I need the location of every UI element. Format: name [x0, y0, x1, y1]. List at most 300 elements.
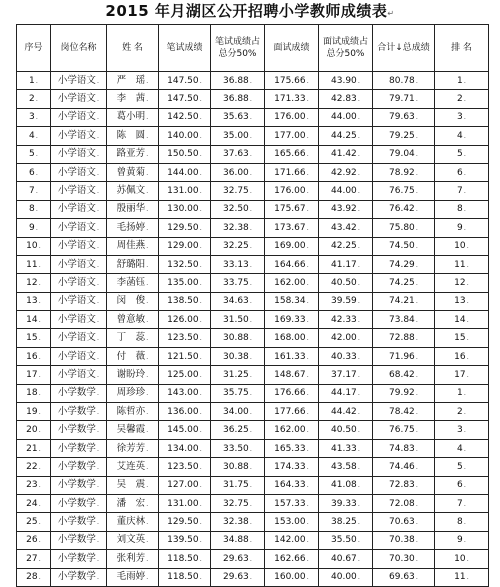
cell-value: 小学数学: [57, 571, 96, 583]
cell-value: 74.29: [389, 259, 415, 270]
cell-value: 10: [26, 241, 38, 252]
cell-position: [51, 494, 107, 512]
cell-total: [373, 513, 435, 531]
cell-mark: .: [306, 536, 309, 545]
cell-mark: .: [38, 242, 41, 251]
cell-interview: [265, 163, 319, 181]
cell-mark: .: [466, 573, 469, 582]
cell-mark: .: [357, 76, 360, 85]
cell-mark: .: [146, 95, 149, 104]
cell-interview: [265, 72, 319, 90]
cell-mark: .: [306, 518, 309, 527]
cell-value: 10: [454, 553, 466, 564]
cell-interview: [265, 550, 319, 568]
cell-mark: .: [249, 554, 252, 563]
cell-value: 44.42: [331, 406, 357, 417]
cell-value: 164.66: [274, 259, 306, 270]
table-row: [17, 476, 489, 494]
cell-seq: [17, 292, 51, 310]
cell-value: 8: [457, 204, 463, 215]
cell-mark: .: [146, 205, 149, 214]
cell-value: 32.50: [223, 204, 249, 215]
cell-total: [373, 329, 435, 347]
cell-value: 小学数学: [57, 552, 96, 564]
cell-written: [159, 384, 211, 402]
cell-value: 小学数学: [57, 497, 96, 509]
cell-mark: .: [249, 352, 252, 361]
cell-mark: .: [249, 76, 252, 85]
cell-mark: .: [306, 554, 309, 563]
cell-position: [51, 347, 107, 365]
cell-total: [373, 90, 435, 108]
cell-mark: .: [463, 481, 466, 490]
cell-value: 43.92: [331, 204, 357, 215]
cell-written: [159, 476, 211, 494]
cell-name: [107, 384, 159, 402]
cell-mark: .: [357, 150, 360, 159]
cell-mark: .: [415, 426, 418, 435]
cell-mark: .: [199, 76, 202, 85]
cell-value: 3: [457, 112, 463, 123]
cell-mark: .: [146, 297, 149, 306]
cell-written-pct: [211, 476, 265, 494]
cell-value: 33.75: [223, 277, 249, 288]
cell-mark: .: [415, 481, 418, 490]
cell-interview-pct: [319, 550, 373, 568]
cell-mark: .: [146, 573, 149, 582]
cell-value: 葛小明: [116, 111, 146, 123]
cell-mark: .: [249, 131, 252, 140]
cell-written-pct: [211, 311, 265, 329]
cell-mark: .: [306, 370, 309, 379]
cell-value: 苏佩文: [116, 185, 146, 197]
cell-written-pct: [211, 108, 265, 126]
cell-value: 吴 震: [116, 479, 146, 491]
cell-mark: .: [415, 389, 418, 398]
cell-mark: .: [415, 518, 418, 527]
cell-value: 41.17: [331, 259, 357, 270]
cell-value: 33.13: [223, 259, 249, 270]
cell-interview: [265, 476, 319, 494]
table-row: [17, 90, 489, 108]
cell-value: 14: [26, 314, 38, 325]
cell-value: 36.00: [223, 167, 249, 178]
cell-rank: [435, 292, 489, 310]
cell-mark: .: [199, 242, 202, 251]
cell-interview: [265, 219, 319, 237]
cell-value: 123.50: [167, 333, 199, 344]
cell-mark: .: [146, 278, 149, 287]
score-table: [16, 24, 489, 587]
header-interview-pct: 面试成绩占总分50%: [319, 25, 373, 72]
cell-mark: .: [249, 223, 252, 232]
cell-seq: [17, 329, 51, 347]
cell-mark: .: [35, 205, 38, 214]
cell-mark: .: [38, 334, 41, 343]
cell-value: 7: [29, 186, 35, 197]
cell-seq: [17, 127, 51, 145]
cell-value: 129.50: [167, 222, 199, 233]
cell-mark: .: [38, 407, 41, 416]
cell-seq: [17, 458, 51, 476]
cell-value: 35.75: [223, 388, 249, 399]
cell-value: 44.00: [331, 186, 357, 197]
cell-mark: .: [38, 352, 41, 361]
cell-written-pct: [211, 329, 265, 347]
cell-value: 小学语文: [57, 276, 96, 288]
cell-mark: .: [357, 131, 360, 140]
cell-interview-pct: [319, 421, 373, 439]
cell-seq: [17, 531, 51, 549]
cell-mark: .: [463, 113, 466, 122]
table-body: [17, 72, 489, 587]
cell-value: 69.63: [389, 572, 415, 583]
cell-interview-pct: [319, 531, 373, 549]
cell-value: 小学数学: [57, 442, 96, 454]
cell-position: [51, 127, 107, 145]
cell-mark: .: [306, 131, 309, 140]
table-row: [17, 237, 489, 255]
cell-written: [159, 108, 211, 126]
cell-mark: .: [249, 278, 252, 287]
cell-value: 32.38: [223, 517, 249, 528]
cell-value: 16: [26, 351, 38, 362]
cell-value: 刘文英: [116, 534, 146, 546]
cell-value: 谢盼玲: [116, 368, 146, 380]
cell-value: 171.33: [274, 94, 306, 105]
cell-mark: .: [415, 187, 418, 196]
cell-mark: .: [249, 499, 252, 508]
cell-position: [51, 568, 107, 586]
cell-value: 6: [457, 167, 463, 178]
cell-mark: .: [415, 554, 418, 563]
cell-total: [373, 72, 435, 90]
cell-value: 周珍珍: [116, 387, 146, 399]
cell-mark: .: [415, 168, 418, 177]
cell-mark: .: [146, 554, 149, 563]
cell-mark: .: [357, 536, 360, 545]
cell-mark: .: [38, 481, 41, 490]
cell-mark: .: [199, 223, 202, 232]
document-title: [0, 2, 500, 23]
cell-mark: .: [199, 150, 202, 159]
cell-value: 8: [29, 204, 35, 215]
cell-mark: .: [38, 518, 41, 527]
cell-position: [51, 182, 107, 200]
cell-position: [51, 329, 107, 347]
table-row: [17, 421, 489, 439]
cell-value: 164.33: [274, 480, 306, 491]
cell-interview: [265, 458, 319, 476]
cell-name: [107, 274, 159, 292]
cell-name: [107, 145, 159, 163]
cell-value: 127.00: [167, 480, 199, 491]
cell-mark: .: [146, 187, 149, 196]
cell-interview-pct: [319, 237, 373, 255]
cell-value: 闵 俊: [116, 295, 146, 307]
cell-rank: [435, 347, 489, 365]
cell-mark: .: [306, 444, 309, 453]
cell-mark: .: [463, 426, 466, 435]
cell-value: 29.63: [223, 572, 249, 583]
cell-value: 157.33: [274, 498, 306, 509]
cell-mark: .: [146, 334, 149, 343]
cell-value: 吴馨霞: [116, 424, 146, 436]
cell-value: 160.00: [274, 572, 306, 583]
cell-value: 174.33: [274, 461, 306, 472]
cell-value: 134.00: [167, 443, 199, 454]
cell-mark: .: [249, 370, 252, 379]
cell-mark: .: [146, 150, 149, 159]
cell-value: 曾黄菊: [116, 166, 146, 178]
cell-value: 42.83: [331, 94, 357, 105]
table-header-row: [17, 25, 489, 72]
cell-seq: [17, 347, 51, 365]
cell-mark: .: [35, 113, 38, 122]
cell-mark: .: [463, 407, 466, 416]
cell-value: 74.83: [389, 443, 415, 454]
cell-name: [107, 513, 159, 531]
cell-position: [51, 366, 107, 384]
cell-value: 小学语文: [57, 350, 96, 362]
cell-written: [159, 274, 211, 292]
cell-rank: [435, 568, 489, 586]
cell-value: 40.50: [331, 425, 357, 436]
cell-mark: .: [357, 113, 360, 122]
cell-value: 小学语文: [57, 221, 96, 233]
cell-mark: .: [306, 297, 309, 306]
cell-mark: .: [96, 518, 100, 527]
cell-mark: .: [249, 205, 252, 214]
cell-value: 37.63: [223, 149, 249, 160]
cell-interview: [265, 384, 319, 402]
cell-value: 123.50: [167, 461, 199, 472]
table-row: [17, 347, 489, 365]
cell-mark: .: [199, 205, 202, 214]
cell-value: 32.75: [223, 498, 249, 509]
cell-rank: [435, 476, 489, 494]
cell-rank: [435, 550, 489, 568]
table-row: [17, 494, 489, 512]
cell-interview: [265, 403, 319, 421]
header-interview: 面试成绩: [265, 25, 319, 72]
cell-value: 20: [26, 425, 38, 436]
cell-value: 44.25: [331, 130, 357, 141]
cell-interview: [265, 127, 319, 145]
cell-mark: .: [249, 150, 252, 159]
cell-mark: .: [38, 389, 41, 398]
cell-value: 34.00: [223, 406, 249, 417]
cell-name: [107, 90, 159, 108]
cell-written-pct: [211, 72, 265, 90]
cell-seq: [17, 255, 51, 273]
cell-rank: [435, 531, 489, 549]
cell-rank: [435, 439, 489, 457]
cell-value: 131.00: [167, 186, 199, 197]
cell-mark: .: [306, 389, 309, 398]
cell-written: [159, 72, 211, 90]
cell-interview: [265, 513, 319, 531]
cell-position: [51, 219, 107, 237]
cell-mark: .: [199, 536, 202, 545]
cell-mark: .: [199, 278, 202, 287]
cell-value: 3: [29, 112, 35, 123]
cell-mark: .: [35, 187, 38, 196]
cell-interview-pct: [319, 458, 373, 476]
cell-mark: .: [96, 426, 100, 435]
cell-value: 35.50: [331, 535, 357, 546]
cell-mark: .: [357, 315, 360, 324]
cell-value: 12: [26, 277, 38, 288]
cell-mark: .: [306, 113, 309, 122]
cell-value: 43.90: [331, 75, 357, 86]
cell-written: [159, 550, 211, 568]
cell-mark: .: [463, 444, 466, 453]
cell-written-pct: [211, 403, 265, 421]
cell-value: 161.33: [274, 351, 306, 362]
cell-value: 毛扬婷: [116, 221, 146, 233]
cell-mark: .: [199, 481, 202, 490]
cell-mark: .: [199, 389, 202, 398]
cell-written: [159, 513, 211, 531]
cell-mark: .: [35, 168, 38, 177]
cell-interview: [265, 494, 319, 512]
cell-written: [159, 458, 211, 476]
cell-value: 24: [26, 498, 38, 509]
cell-value: 23: [26, 480, 38, 491]
cell-seq: [17, 90, 51, 108]
cell-written-pct: [211, 366, 265, 384]
cell-value: 小学语文: [57, 258, 96, 270]
cell-mark: .: [38, 278, 41, 287]
cell-value: 39.33: [331, 498, 357, 509]
cell-seq: [17, 311, 51, 329]
cell-value: 70.63: [389, 517, 415, 528]
cell-value: 158.34: [274, 296, 306, 307]
cell-total: [373, 145, 435, 163]
table-row: [17, 219, 489, 237]
cell-written: [159, 439, 211, 457]
cell-value: 132.50: [167, 259, 199, 270]
cell-interview: [265, 108, 319, 126]
cell-value: 董庆林: [116, 516, 146, 528]
cell-mark: .: [306, 76, 309, 85]
cell-value: 79.71: [389, 94, 415, 105]
cell-seq: [17, 513, 51, 531]
cell-total: [373, 458, 435, 476]
cell-mark: .: [463, 95, 466, 104]
cell-mark: .: [38, 297, 41, 306]
cell-mark: .: [357, 573, 360, 582]
cell-written-pct: [211, 550, 265, 568]
cell-value: 143.00: [167, 388, 199, 399]
table-row: [17, 200, 489, 218]
cell-value: 16: [454, 351, 466, 362]
cell-value: 29.63: [223, 553, 249, 564]
cell-value: 162.00: [274, 425, 306, 436]
cell-value: 176.66: [274, 388, 306, 399]
cell-value: 潘 宏: [116, 497, 146, 509]
cell-mark: .: [357, 462, 360, 471]
cell-total: [373, 108, 435, 126]
cell-mark: .: [415, 444, 418, 453]
cell-mark: .: [38, 370, 41, 379]
cell-value: 小学语文: [57, 93, 96, 105]
cell-value: 11: [454, 572, 466, 583]
cell-mark: .: [466, 297, 469, 306]
cell-position: [51, 255, 107, 273]
cell-interview-pct: [319, 568, 373, 586]
cell-mark: .: [199, 168, 202, 177]
cell-value: 5: [457, 149, 463, 160]
cell-mark: .: [249, 444, 252, 453]
cell-rank: [435, 458, 489, 476]
cell-mark: .: [415, 352, 418, 361]
cell-value: 7: [457, 186, 463, 197]
cell-value: 1: [29, 75, 35, 86]
cell-interview-pct: [319, 366, 373, 384]
cell-value: 李菡钰: [116, 276, 146, 288]
cell-mark: .: [249, 389, 252, 398]
cell-position: [51, 550, 107, 568]
cell-interview: [265, 90, 319, 108]
cell-position: [51, 403, 107, 421]
cell-mark: .: [463, 536, 466, 545]
cell-value: 10: [454, 241, 466, 252]
cell-mark: .: [357, 187, 360, 196]
cell-total: [373, 237, 435, 255]
cell-mark: .: [357, 297, 360, 306]
cell-rank: [435, 366, 489, 384]
cell-interview-pct: [319, 347, 373, 365]
cell-value: 74.25: [389, 277, 415, 288]
cell-mark: .: [96, 352, 100, 361]
cell-value: 175.66: [274, 75, 306, 86]
cell-mark: .: [96, 223, 100, 232]
cell-value: 小学语文: [57, 332, 96, 344]
cell-value: 74.46: [389, 461, 415, 472]
cell-mark: .: [199, 518, 202, 527]
cell-mark: .: [415, 95, 418, 104]
cell-value: 72.08: [389, 498, 415, 509]
cell-mark: .: [306, 573, 309, 582]
cell-mark: .: [415, 223, 418, 232]
cell-mark: .: [249, 113, 252, 122]
cell-total: [373, 366, 435, 384]
cell-value: 32.25: [223, 241, 249, 252]
cell-position: [51, 384, 107, 402]
cell-interview: [265, 292, 319, 310]
cell-value: 13: [454, 296, 466, 307]
cell-total: [373, 182, 435, 200]
cell-value: 31.50: [223, 314, 249, 325]
cell-value: 小学语文: [57, 166, 96, 178]
cell-interview: [265, 531, 319, 549]
cell-mark: .: [466, 370, 469, 379]
cell-written: [159, 127, 211, 145]
cell-value: 169.00: [274, 241, 306, 252]
cell-value: 130.00: [167, 204, 199, 215]
cell-value: 162.00: [274, 277, 306, 288]
cell-mark: .: [199, 334, 202, 343]
cell-value: 36.88: [223, 94, 249, 105]
cell-written: [159, 163, 211, 181]
cell-value: 79.25: [389, 130, 415, 141]
cell-mark: .: [199, 113, 202, 122]
cell-rank: [435, 72, 489, 90]
cell-mark: .: [357, 444, 360, 453]
cell-name: [107, 403, 159, 421]
